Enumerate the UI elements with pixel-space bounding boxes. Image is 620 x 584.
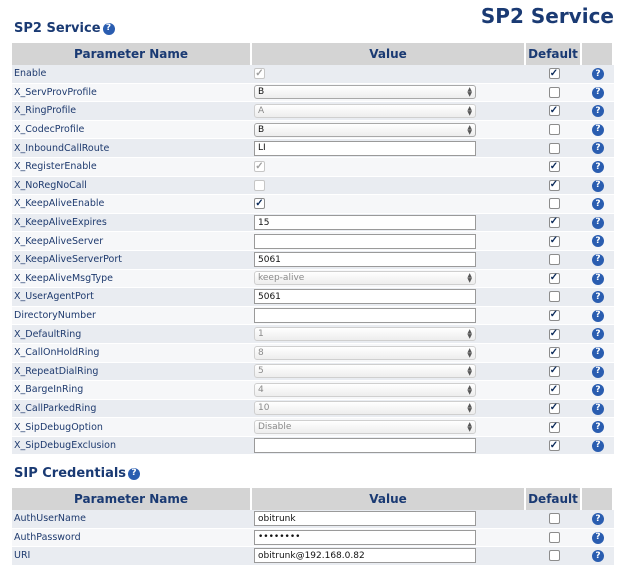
help-icon[interactable]: ? (592, 254, 604, 266)
section-title-sip-credentials (14, 466, 140, 481)
help-icon[interactable]: ? (592, 105, 604, 117)
x-ring-profile-select (254, 104, 476, 118)
select-arrows-icon: ▲ ▼ (467, 346, 472, 359)
select-value: keep-alive (258, 273, 305, 284)
column-header-parameter-name: Parameter Name (12, 43, 252, 65)
help-cell (582, 307, 614, 326)
parameter-name-x-user-agent-port: X_UserAgentPort (12, 288, 252, 307)
value-cell (252, 288, 526, 307)
uri-input[interactable]: obitrunk@192.168.0.82 (254, 548, 476, 563)
default-cell (526, 288, 582, 307)
select-arrows-icon: ▲ ▼ (467, 383, 472, 396)
table-row (12, 307, 614, 326)
default-checkbox[interactable]: ✓ (549, 216, 559, 228)
default-cell (526, 363, 582, 382)
select-value: 4 (258, 384, 264, 395)
value-cell (252, 529, 526, 548)
help-cell (582, 177, 614, 196)
table-row (12, 84, 614, 103)
default-cell (526, 510, 582, 529)
help-icon[interactable]: ? (592, 180, 604, 192)
x-keep-alive-enable-checkbox[interactable]: ✓ (255, 197, 264, 209)
page-title: SP2 Service (480, 4, 614, 28)
parameter-name-directory-number: DirectoryNumber (12, 307, 252, 326)
value-cell (252, 307, 526, 326)
value-cell (252, 510, 526, 529)
parameter-name-uri: URI (12, 547, 252, 566)
help-cell (582, 363, 614, 382)
help-cell (582, 251, 614, 270)
select-arrows-icon: ▲ ▼ (467, 272, 472, 285)
help-cell (582, 158, 614, 177)
default-cell (526, 102, 582, 121)
help-icon[interactable]: ? (592, 384, 604, 396)
help-cell (582, 270, 614, 289)
help-icon[interactable]: ? (592, 142, 604, 154)
value-cell (252, 121, 526, 140)
x-codec-profile-select[interactable] (254, 123, 476, 137)
table-row (12, 400, 614, 419)
help-icon[interactable]: ? (592, 310, 604, 322)
value-cell (252, 270, 526, 289)
table-row (12, 232, 614, 251)
x-no-reg-no-call-checkbox (254, 180, 265, 191)
default-cell (526, 158, 582, 177)
default-checkbox[interactable] (549, 124, 560, 135)
default-cell (526, 529, 582, 548)
table-row (12, 65, 614, 84)
default-checkbox[interactable]: ✓ (549, 439, 559, 451)
select-arrows-icon: ▲ ▼ (467, 104, 472, 117)
default-checkbox[interactable] (549, 143, 560, 154)
help-icon[interactable]: ? (592, 421, 604, 433)
help-icon[interactable]: ? (592, 124, 604, 136)
default-cell (526, 307, 582, 326)
table-row (12, 363, 614, 382)
select-value: 5 (258, 366, 264, 377)
select-arrows-icon: ▲ ▼ (467, 402, 472, 415)
help-cell (582, 325, 614, 344)
help-cell (582, 214, 614, 233)
default-cell (526, 177, 582, 196)
x-user-agent-port-input[interactable]: 5061 (254, 289, 476, 304)
parameter-name-enable: Enable (12, 65, 252, 84)
parameter-name-x-call-on-hold-ring: X_CallOnHoldRing (12, 344, 252, 363)
value-cell (252, 214, 526, 233)
default-cell (526, 65, 582, 84)
value-cell (252, 195, 526, 214)
select-value: B (258, 87, 265, 98)
select-arrows-icon: ▲ ▼ (467, 365, 472, 378)
default-cell (526, 232, 582, 251)
default-checkbox[interactable]: ✓ (549, 365, 559, 377)
parameter-name-x-codec-profile: X_CodecProfile (12, 121, 252, 140)
help-cell (582, 121, 614, 140)
table-row (12, 418, 614, 437)
help-icon[interactable]: ? (592, 87, 604, 99)
help-icon[interactable]: ? (592, 291, 604, 303)
column-header-parameter-name: Parameter Name (12, 488, 252, 510)
help-icon[interactable]: ? (592, 198, 604, 210)
default-checkbox[interactable]: ✓ (549, 235, 559, 247)
default-checkbox[interactable] (549, 254, 560, 265)
parameter-name-x-call-parked-ring: X_CallParkedRing (12, 400, 252, 419)
default-checkbox[interactable]: ✓ (549, 104, 559, 116)
table-row (12, 381, 614, 400)
section-title-text: SIP Credentials (14, 466, 127, 481)
x-default-ring-select (254, 327, 476, 341)
default-checkbox[interactable]: ✓ (549, 346, 559, 358)
value-cell (252, 102, 526, 121)
select-value: 10 (258, 403, 270, 414)
value-cell (252, 158, 526, 177)
select-arrows-icon: ▲ ▼ (467, 86, 472, 99)
default-cell (526, 139, 582, 158)
help-cell (582, 232, 614, 251)
table-row (12, 102, 614, 121)
help-icon[interactable]: ? (592, 440, 604, 452)
select-value: 8 (258, 347, 264, 358)
help-cell (582, 547, 614, 566)
help-icon[interactable]: ? (592, 328, 604, 340)
default-checkbox[interactable] (549, 550, 560, 561)
help-cell (582, 344, 614, 363)
table-row (12, 344, 614, 363)
default-cell (526, 325, 582, 344)
sip-credentials-rows (12, 510, 614, 566)
help-cell (582, 195, 614, 214)
parameter-name-x-keep-alive-msg-type: X_KeepAliveMsgType (12, 270, 252, 289)
parameter-name-x-keep-alive-enable: X_KeepAliveEnable (12, 195, 252, 214)
x-call-on-hold-ring-select (254, 346, 476, 360)
default-cell (526, 214, 582, 233)
value-cell (252, 363, 526, 382)
select-arrows-icon: ▲ ▼ (467, 123, 472, 136)
x-sip-debug-option-select (254, 420, 476, 434)
x-serv-prov-profile-select[interactable] (254, 85, 476, 99)
default-cell (526, 121, 582, 140)
x-keep-alive-msg-type-select (254, 271, 476, 285)
help-cell (582, 510, 614, 529)
parameter-name-x-sip-debug-exclusion: X_SipDebugExclusion (12, 437, 252, 456)
table-row (12, 121, 614, 140)
value-cell (252, 547, 526, 566)
help-icon[interactable]: ? (592, 403, 604, 415)
help-icon[interactable]: ? (592, 161, 604, 173)
column-header-help (582, 43, 614, 65)
default-checkbox[interactable]: ✓ (549, 421, 559, 432)
help-cell (582, 418, 614, 437)
default-checkbox[interactable]: ✓ (549, 402, 559, 414)
default-checkbox[interactable] (549, 198, 560, 209)
default-cell (526, 418, 582, 437)
default-cell (526, 400, 582, 419)
select-value: A (258, 105, 265, 116)
value-cell (252, 251, 526, 270)
table-row (12, 529, 614, 548)
parameter-name-x-inbound-call-route: X_InboundCallRoute (12, 139, 252, 158)
help-icon[interactable]: ? (103, 23, 115, 35)
default-cell (526, 344, 582, 363)
default-cell (526, 251, 582, 270)
value-cell (252, 344, 526, 363)
parameter-name-auth-user-name: AuthUserName (12, 510, 252, 529)
value-cell (252, 177, 526, 196)
help-cell (582, 437, 614, 456)
help-icon[interactable]: ? (592, 550, 604, 562)
default-cell (526, 270, 582, 289)
parameter-name-x-keep-alive-expires: X_KeepAliveExpires (12, 214, 252, 233)
table-row (12, 251, 614, 270)
help-cell (582, 400, 614, 419)
default-checkbox[interactable]: ✓ (549, 309, 559, 321)
help-icon[interactable]: ? (592, 273, 604, 285)
value-cell (252, 139, 526, 158)
value-cell (252, 84, 526, 103)
help-cell (582, 139, 614, 158)
default-cell (526, 381, 582, 400)
sp2-service-rows (12, 65, 614, 455)
select-arrows-icon: ▲ ▼ (467, 421, 472, 434)
parameter-name-x-ring-profile: X_RingProfile (12, 102, 252, 121)
value-cell (252, 400, 526, 419)
auth-user-name-input[interactable]: obitrunk (254, 511, 476, 526)
help-icon[interactable]: ? (592, 366, 604, 378)
parameter-name-x-keep-alive-server-port: X_KeepAliveServerPort (12, 251, 252, 270)
default-cell (526, 437, 582, 456)
auth-password-input[interactable]: •••••••• (254, 530, 476, 545)
default-cell (526, 547, 582, 566)
table-row (12, 547, 614, 566)
enable-checkbox: ✓ (255, 67, 264, 79)
default-cell (526, 84, 582, 103)
default-checkbox[interactable]: ✓ (549, 160, 559, 172)
table-row (12, 325, 614, 344)
default-checkbox[interactable] (549, 513, 560, 524)
default-checkbox[interactable]: ✓ (549, 179, 559, 191)
sp2-service-table (12, 43, 614, 455)
table-row (12, 288, 614, 307)
x-inbound-call-route-input[interactable]: LI (254, 141, 476, 156)
select-value: B (258, 124, 265, 135)
parameter-name-x-barge-in-ring: X_BargeInRing (12, 381, 252, 400)
parameter-name-x-repeat-dial-ring: X_RepeatDialRing (12, 363, 252, 382)
default-checkbox[interactable] (549, 532, 560, 543)
help-icon[interactable]: ? (592, 347, 604, 359)
select-value: Disable (258, 422, 292, 433)
parameter-name-x-serv-prov-profile: X_ServProvProfile (12, 84, 252, 103)
help-cell (582, 65, 614, 84)
default-cell (526, 195, 582, 214)
parameter-name-auth-password: AuthPassword (12, 529, 252, 548)
default-checkbox[interactable] (549, 291, 560, 302)
table-row (12, 510, 614, 529)
section-title-sp2-service (14, 21, 115, 36)
column-header-help (582, 488, 614, 510)
x-sip-debug-exclusion-input[interactable] (254, 438, 476, 453)
parameter-name-x-sip-debug-option: X_SipDebugOption (12, 418, 252, 437)
help-icon[interactable]: ? (592, 513, 604, 525)
default-checkbox[interactable]: ✓ (549, 67, 559, 79)
default-checkbox[interactable]: ✓ (549, 383, 559, 395)
x-barge-in-ring-select (254, 383, 476, 397)
value-cell (252, 232, 526, 251)
x-call-parked-ring-select (254, 401, 476, 415)
table-row (12, 195, 614, 214)
help-cell (582, 84, 614, 103)
default-checkbox[interactable]: ✓ (549, 272, 559, 284)
x-keep-alive-expires-input[interactable]: 15 (254, 215, 476, 230)
help-cell (582, 288, 614, 307)
help-icon[interactable]: ? (592, 68, 604, 80)
x-keep-alive-server-input[interactable] (254, 234, 476, 249)
table-row (12, 177, 614, 196)
value-cell (252, 65, 526, 84)
x-register-enable-checkbox: ✓ (255, 160, 264, 172)
section-title-text: SP2 Service (14, 21, 101, 36)
help-icon[interactable]: ? (592, 217, 604, 229)
select-value: 1 (258, 329, 264, 340)
column-header-value: Value (252, 43, 526, 65)
value-cell (252, 418, 526, 437)
table-row (12, 437, 614, 456)
parameter-name-x-register-enable: X_RegisterEnable (12, 158, 252, 177)
column-header-value: Value (252, 488, 526, 510)
help-cell (582, 381, 614, 400)
help-icon[interactable]: ? (592, 532, 604, 544)
table-row (12, 158, 614, 177)
sip-credentials-table (12, 488, 614, 566)
value-cell (252, 437, 526, 456)
table-row (12, 139, 614, 158)
x-repeat-dial-ring-select (254, 364, 476, 378)
default-checkbox[interactable]: ✓ (549, 328, 559, 340)
parameter-name-x-default-ring: X_DefaultRing (12, 325, 252, 344)
x-keep-alive-server-port-input[interactable]: 5061 (254, 252, 476, 267)
table-row (12, 270, 614, 289)
default-checkbox[interactable] (549, 87, 560, 98)
value-cell (252, 381, 526, 400)
parameter-name-x-keep-alive-server: X_KeepAliveServer (12, 232, 252, 251)
help-icon[interactable]: ? (592, 235, 604, 247)
select-arrows-icon: ▲ ▼ (467, 328, 472, 341)
table-row (12, 214, 614, 233)
column-header-default: Default (526, 488, 582, 510)
column-header-default: Default (526, 43, 582, 65)
directory-number-input[interactable] (254, 308, 476, 323)
parameter-name-x-no-reg-no-call: X_NoRegNoCall (12, 177, 252, 196)
help-cell (582, 529, 614, 548)
value-cell (252, 325, 526, 344)
help-icon[interactable]: ? (128, 468, 140, 480)
help-cell (582, 102, 614, 121)
